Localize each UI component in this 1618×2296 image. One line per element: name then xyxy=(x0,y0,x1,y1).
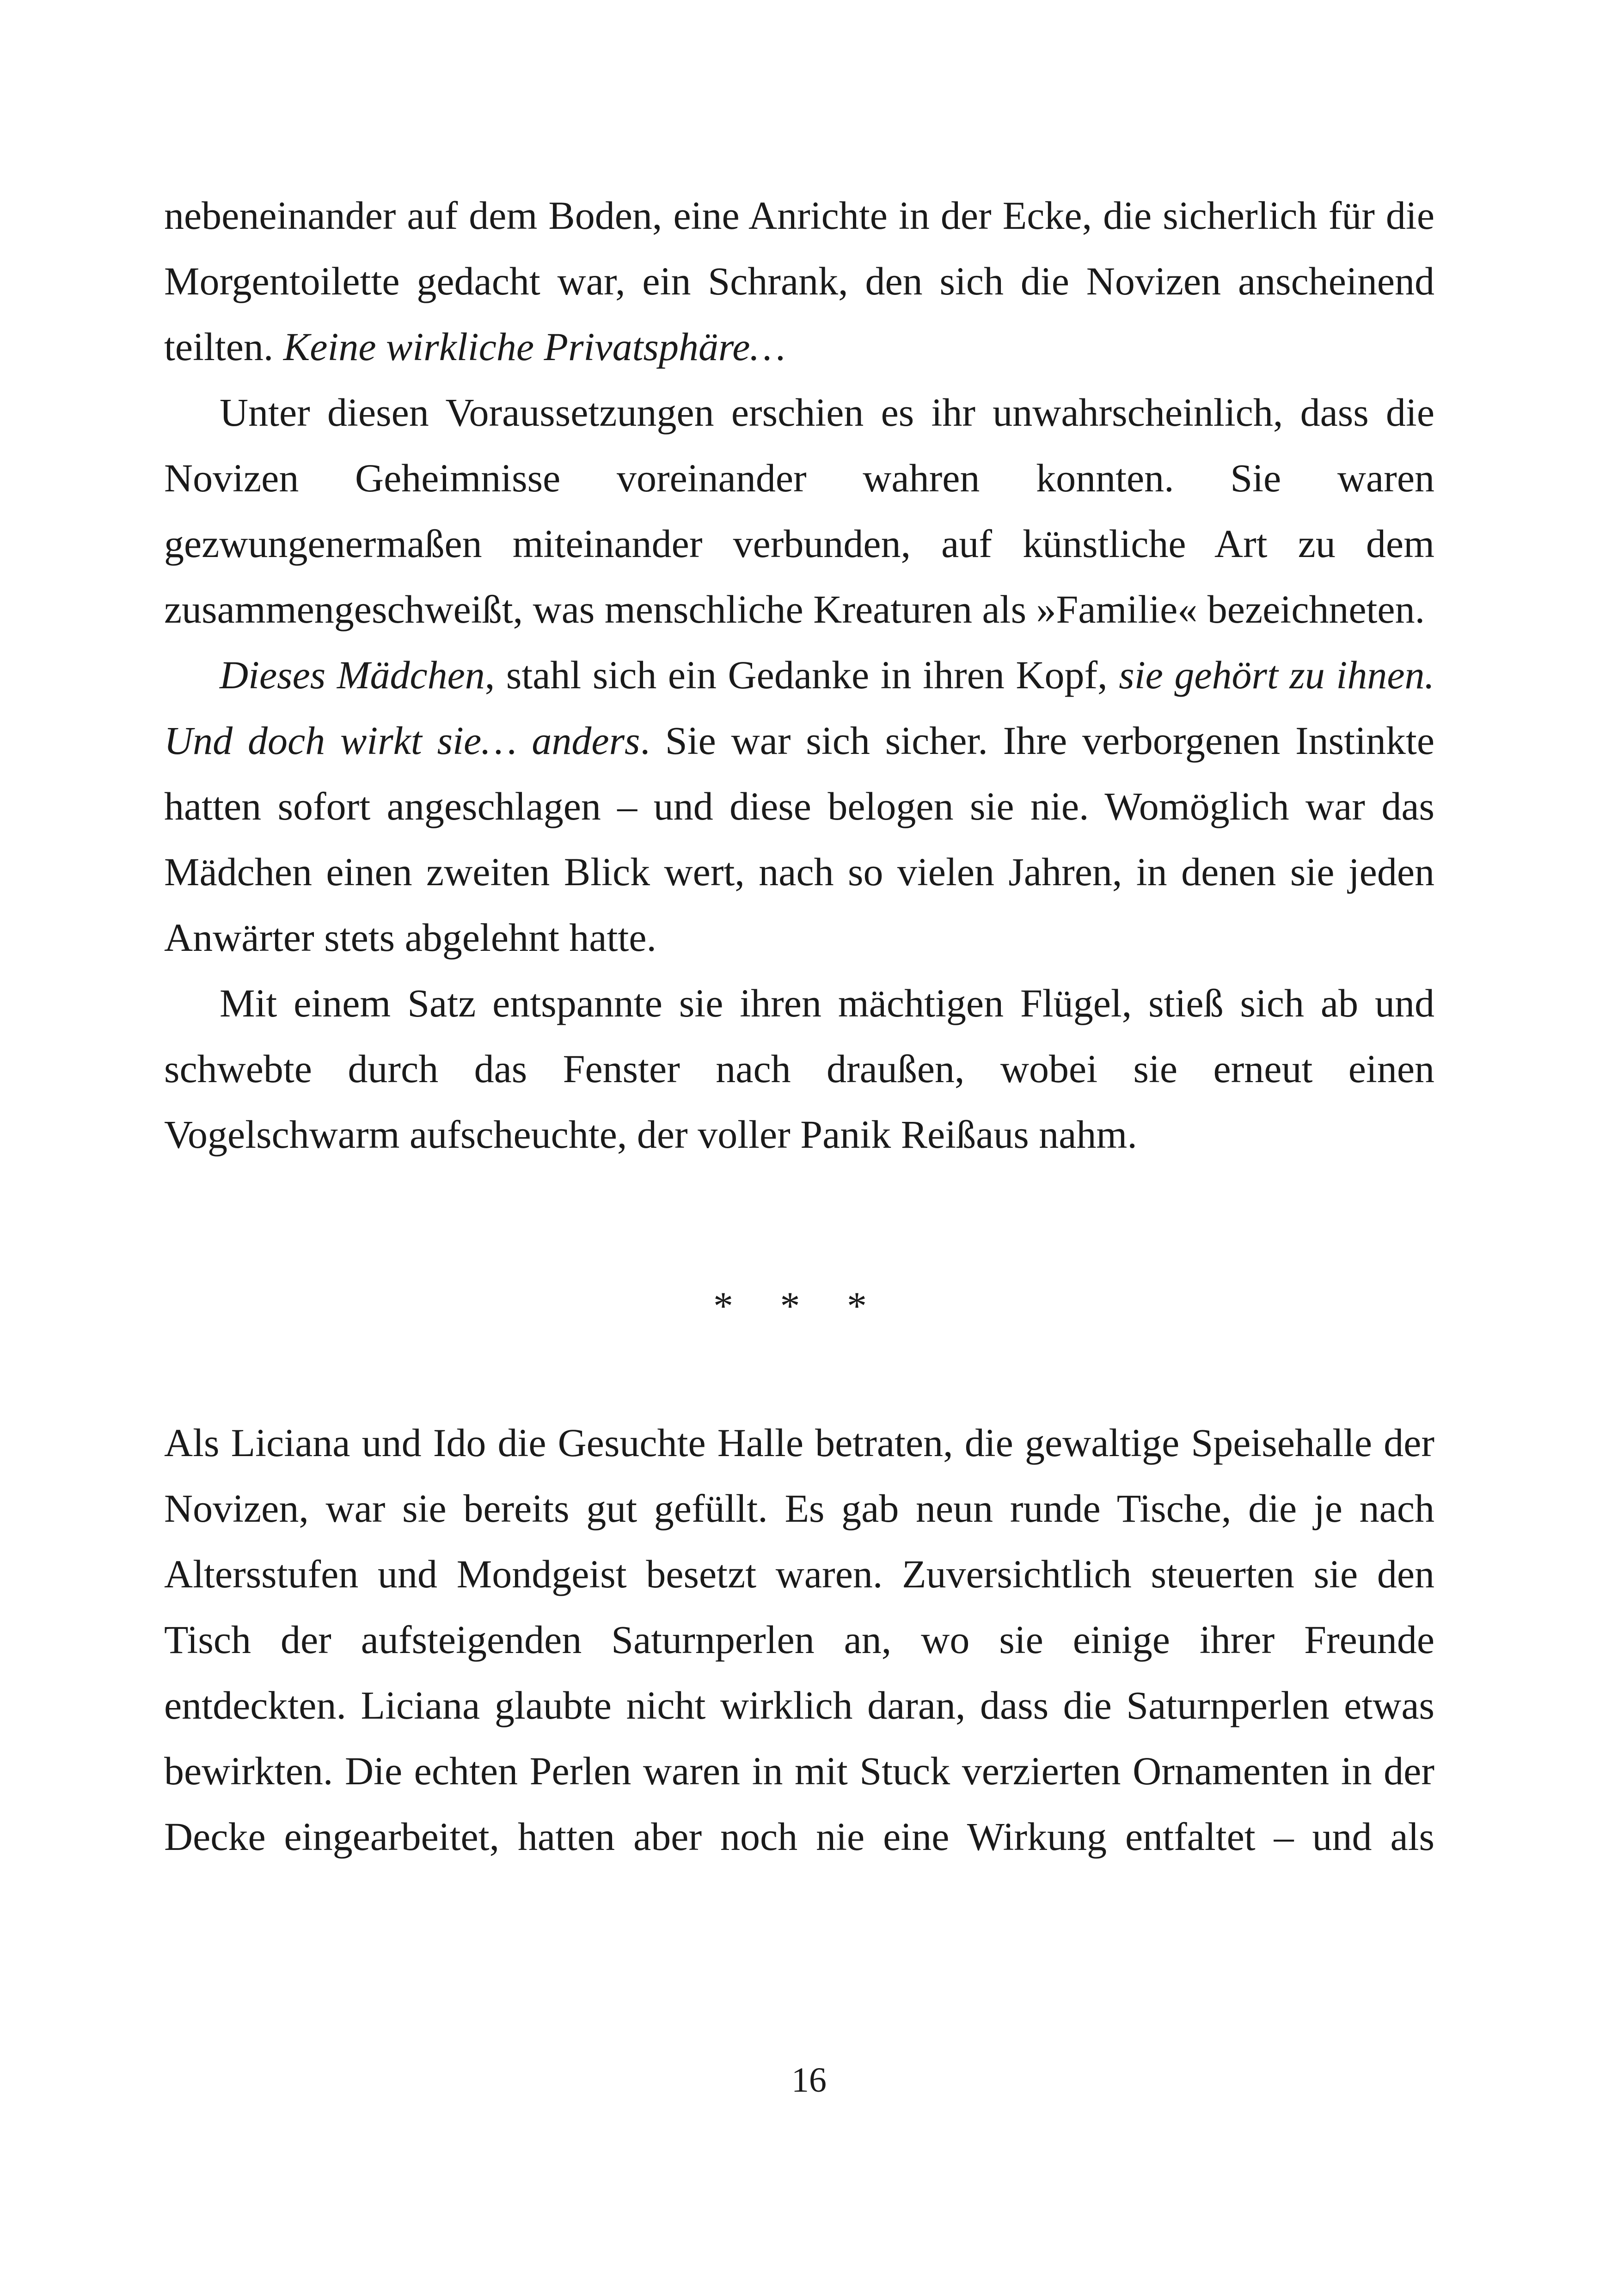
italic-thought: Dieses Mädchen xyxy=(220,653,485,697)
paragraph-text: nebeneinander auf dem Boden, eine Anrichte in der Ecke, die sicherlich für die Morgentoilette gedacht war, ein Schrank, den sich die Novizen anscheinend teilten. xyxy=(164,193,1434,369)
page-number: 16 xyxy=(791,2061,827,2100)
text-section-1 xyxy=(164,183,1434,1167)
scene-break: * * * xyxy=(713,1284,885,1328)
italic-thought: sie gehört zu ihnen. Und doch wirkt sie… anders xyxy=(164,653,1434,763)
paragraph-text: . Sie war sich sicher. Ihre verborgenen Instinkte hatten sofort angeschlagen – und diese belogen sie nie. Womöglich war das Mädchen einen zweiten Blick wert, nach so vielen Jahren, in denen sie jeden Anwärter stets abgelehnt hatte. xyxy=(164,718,1434,960)
paragraph: Mit einem Satz entspannte sie ihren mächtigen Flügel, stieß sich ab und schwebte durch das Fenster nach draußen, wobei sie erneut einen Vogelschwarm aufscheuchte, der voller Panik Reißaus nahm. xyxy=(164,981,1434,1157)
paragraph: Als Liciana und Ido die Gesuchte Halle betraten, die gewaltige Speisehalle der Novizen, war sie bereits gut gefüllt. Es gab neun runde Tische, die je nach Altersstufen und Mondgeist besetzt waren. Zuversichtlich steuerten sie den Tisch der aufsteigenden Saturnperlen an, wo sie einige ihrer Freunde entdeckten. Liciana glaubte nicht wirklich daran, dass die Saturnperlen etwas bewirkten. Die echten Perlen waren in mit Stuck verzierten Ornamenten in der Decke eingearbeitet, hatten aber noch nie eine Wirkung entfaltet – und als xyxy=(164,1420,1434,1859)
paragraph xyxy=(164,642,1434,970)
text-section-2 xyxy=(164,1410,1434,1869)
paragraph xyxy=(164,183,1434,380)
paragraph-text: , stahl sich ein Gedanke in ihren Kopf, xyxy=(484,653,1119,697)
italic-thought: Keine wirkliche Privatsphäre… xyxy=(283,325,785,369)
book-page xyxy=(164,183,1434,1859)
paragraph: Unter diesen Voraussetzungen erschien es ihr unwahrscheinlich, dass die Novizen Geheimnisse voreinander wahren konnten. Sie waren gezwungenermaßen miteinander verbunden, auf künstliche Art zu dem zusammengeschweißt, was menschliche Kreaturen als »Familie« bezeichneten. xyxy=(164,390,1434,631)
